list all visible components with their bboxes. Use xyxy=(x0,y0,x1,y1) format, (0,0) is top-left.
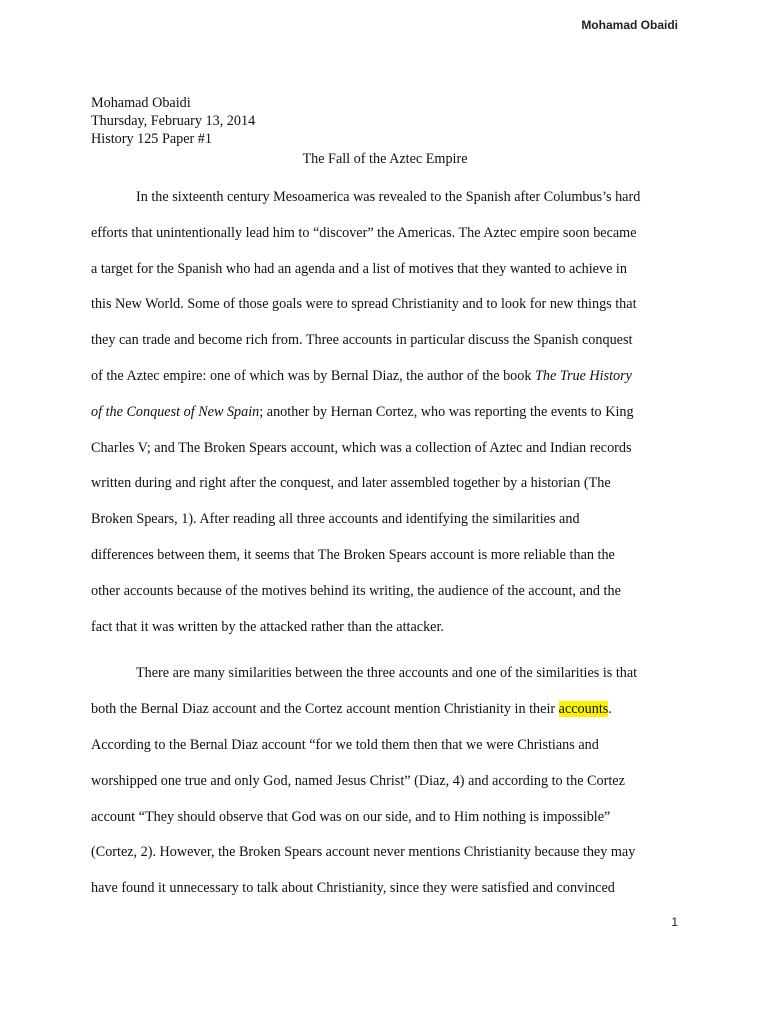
paragraph-1 xyxy=(91,180,679,645)
text-run: ; another by Hernan Cortez, who was reporting the events to King xyxy=(259,403,634,420)
author-name: Mohamad Obaidi xyxy=(91,95,191,111)
paper-title: The Fall of the Aztec Empire xyxy=(302,151,468,167)
text-line: (Cortez, 2). However, the Broken Spears account never mentions Christianity because they may xyxy=(91,844,636,861)
text-line: worshipped one true and only God, named Jesus Christ” (Diaz, 4) and according to the Cortez xyxy=(91,772,625,789)
text-line: Charles V; and The Broken Spears account, which was a collection of Aztec and Indian records xyxy=(91,439,632,456)
running-header: Mohamad Obaidi xyxy=(581,18,678,32)
text-run: both the Bernal Diaz account and the Cortez account mention Christianity in their xyxy=(91,701,559,718)
highlighted-word: accounts xyxy=(558,701,609,718)
text-line: There are many similarities between the three accounts and one of the similarities is that xyxy=(136,665,638,682)
text-line: fact that it was written by the attacked rather than the attacker. xyxy=(91,618,444,635)
text-run: . xyxy=(608,701,612,718)
text-line: other accounts because of the motives behind its writing, the audience of the account, and the xyxy=(91,582,621,599)
text-line: a target for the Spanish who had an agenda and a list of motives that they wanted to achieve in xyxy=(91,260,627,277)
text-line: have found it unnecessary to talk about Christianity, since they were satisfied and convinced xyxy=(91,880,615,897)
text-line xyxy=(91,395,679,431)
paragraph-2 xyxy=(91,656,679,907)
text-line: In the sixteenth century Mesoamerica was revealed to the Spanish after Columbus’s hard xyxy=(136,189,641,205)
book-title-part-2: of the Conquest of New Spain xyxy=(91,403,260,420)
text-line: differences between them, it seems that The Broken Spears account is more reliable than the xyxy=(91,546,615,563)
document-body xyxy=(91,94,679,907)
book-title-part-1: The True History xyxy=(535,367,632,384)
paper-date: Thursday, February 13, 2014 xyxy=(91,113,256,129)
text-run: of the Aztec empire: one of which was by Bernal Diaz, the author of the book xyxy=(91,367,536,384)
page-number: 1 xyxy=(671,915,678,929)
text-line: written during and right after the conquest, and later assembled together by a historian (The xyxy=(91,475,611,492)
text-line xyxy=(91,692,679,728)
text-line: account “They should observe that God was on our side, and to Him nothing is impossible” xyxy=(91,808,611,825)
text-line: this New World. Some of those goals were to spread Christianity and to look for new things that xyxy=(91,296,637,313)
course-label: History 125 Paper #1 xyxy=(91,131,212,147)
text-line: they can trade and become rich from. Three accounts in particular discuss the Spanish conquest xyxy=(91,332,633,349)
text-line: Broken Spears, 1). After reading all three accounts and identifying the similarities and xyxy=(91,511,580,528)
text-line: According to the Bernal Diaz account “for we told them then that we were Christians and xyxy=(91,736,599,753)
text-line xyxy=(91,359,679,395)
text-line: efforts that unintentionally lead him to “discover” the Americas. The Aztec empire soon became xyxy=(91,224,637,241)
